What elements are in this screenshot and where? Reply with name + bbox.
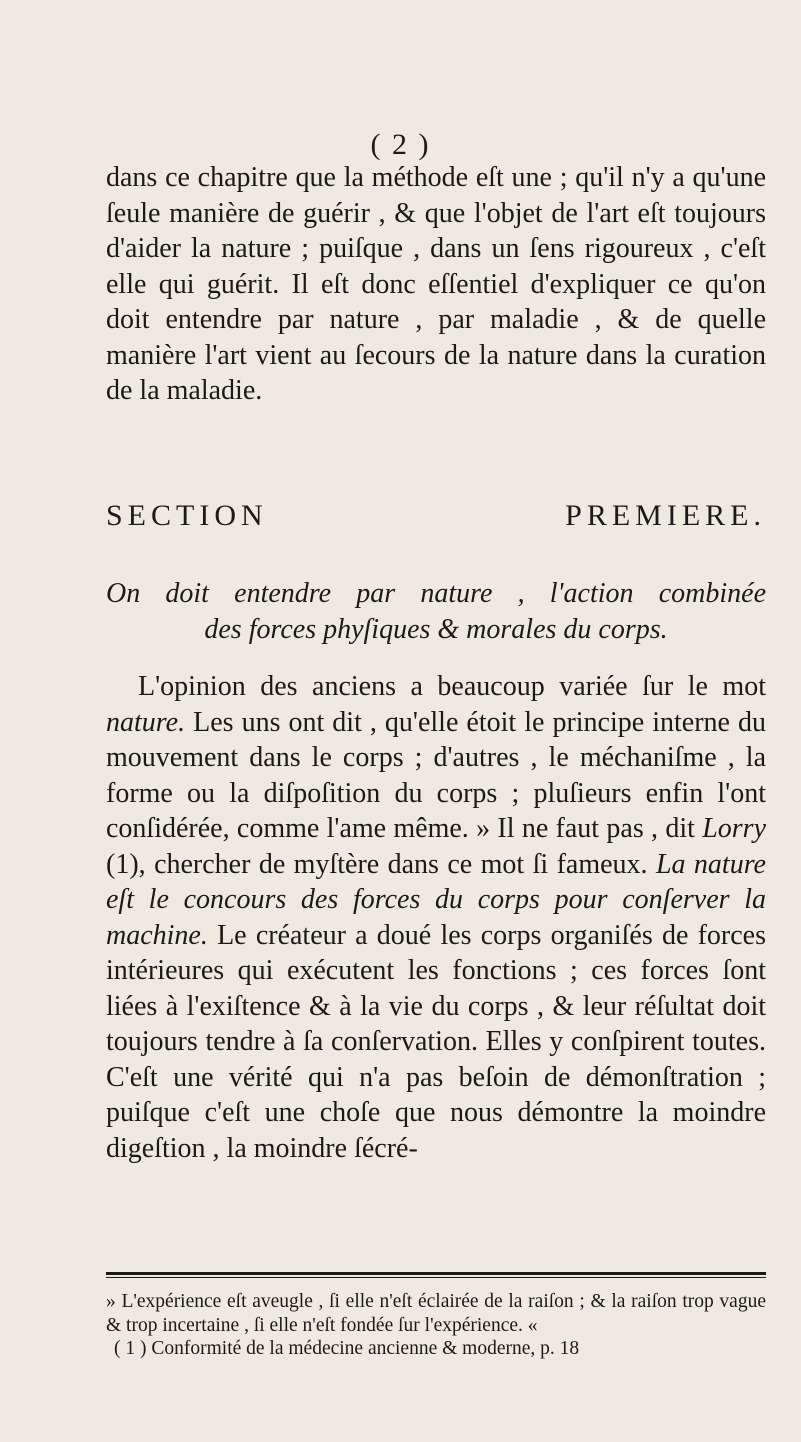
footnote-1: ( 1 ) Conformité de la médecine ancienne & moderne, p. 18 (114, 1338, 580, 1359)
footnotes (106, 1290, 766, 1361)
intro-paragraph-block (106, 160, 766, 409)
body-text-part-2: Les uns ont dit , qu'elle étoit le principe interne du mouvement dans le corps ; d'autres , le méchaniſme , la forme ou la diſpoſition du corps ; pluſieurs enfin l'ont conſidérée, comme l'ame même. » Il ne faut pas , dit (106, 706, 766, 844)
intro-paragraph: dans ce chapitre que la méthode eſt une ; qu'il n'y a qu'une ſeule manière de guérir , & que l'objet de l'art eſt toujours d'aider la nature ; puiſque , dans un ſens rigoureux , c'eſt elle qui guérit. Il eſt donc eſſentiel d'expliquer ce qu'on doit entendre par nature , par maladie , & de quelle manière l'art vient au ſecours de la nature dans la curation de la maladie. (106, 162, 766, 406)
body-paragraph-block (106, 669, 766, 1166)
body-text-part-1: L'opinion des anciens a beaucoup variée ſur le mot (138, 671, 766, 702)
body-paragraph (106, 669, 766, 1166)
body-text-part-4: Le créateur a doué les corps organiſés de forces intérieures qui exécutent les fonctions ; ces forces ſont liées à l'exiſtence & à la vie du corps , & leur réſultat doit toujours tendre à ſa conſervation. Elles y conſpirent toutes. C'eſt une vérité qui n'a pas beſoin de démonſtration ; puiſque c'eſt une choſe que nous démontre la moindre digeſtion , la moindre ſécré- (106, 919, 766, 1164)
footnote-divider-thick (106, 1272, 766, 1275)
section-subtitle-line-1: On doit entendre par nature , l'action combinée (106, 578, 766, 609)
section-title: SECTION PREMIERE. (106, 499, 766, 532)
author-name: Lorry (702, 813, 766, 844)
page-number: ( 2 ) (370, 128, 431, 161)
body-text-part-3: (1), chercher de myſtère dans ce mot ſi fameux. (106, 848, 656, 880)
italic-definition: La nature eſt le concours des forces du corps pour conſerver la machine. (106, 848, 766, 951)
nature-term: nature. (106, 706, 186, 738)
section-subtitle (106, 576, 766, 648)
footnote-continuation: » L'expérience eſt aveugle , ſi elle n'eſt éclairée de la raiſon ; & la raiſon trop vague & trop incertaine , ſi elle n'eſt fondée ſur l'expérience. « (106, 1291, 766, 1336)
section-subtitle-line-2: des forces phyſiques & morales du corps. (204, 614, 668, 645)
footnote-divider-thin (106, 1277, 766, 1278)
